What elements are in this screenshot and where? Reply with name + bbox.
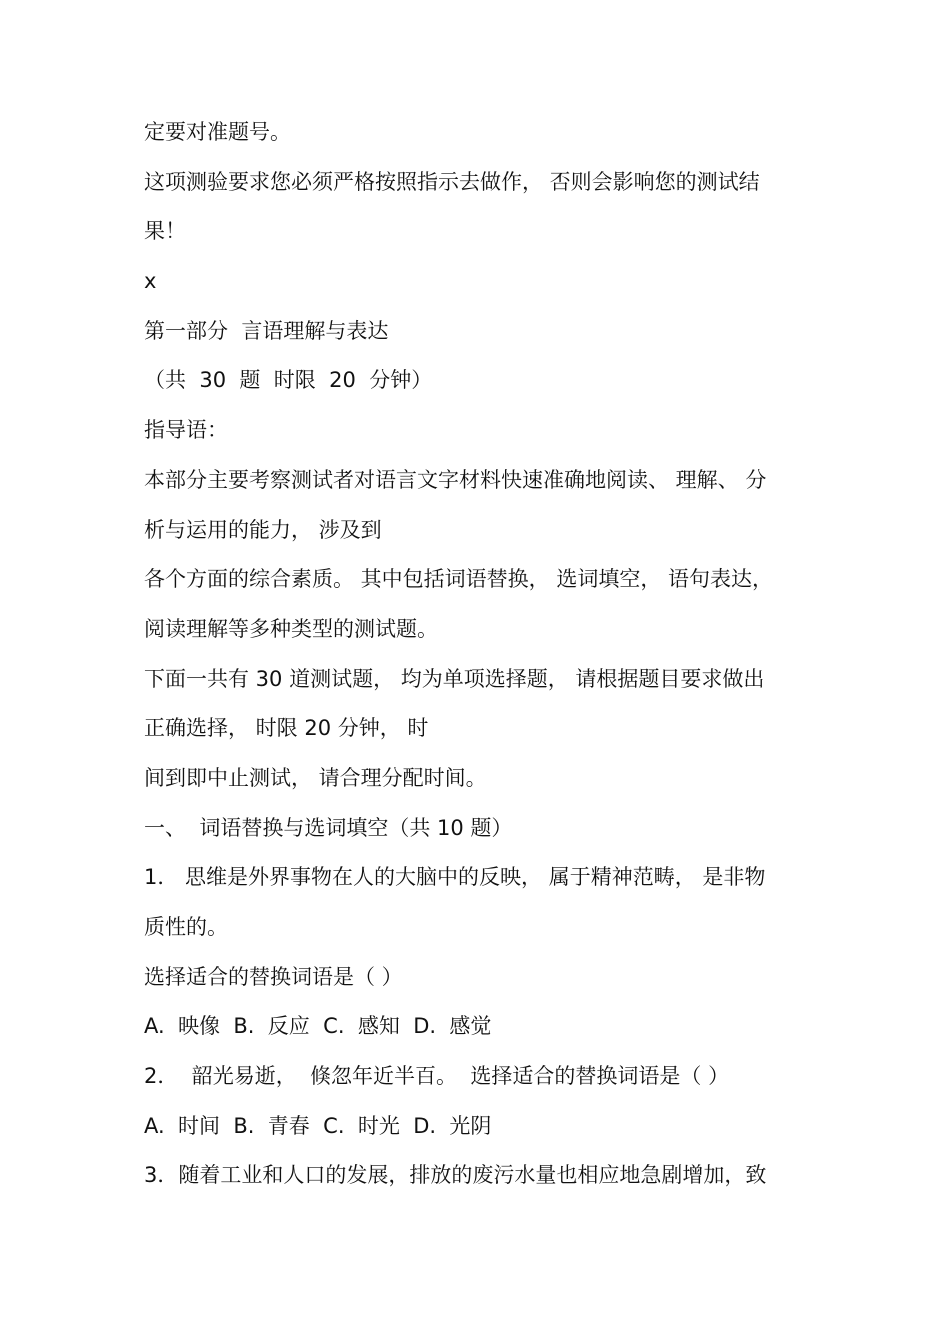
question-1-prompt: 选择适合的替换词语是（ ） bbox=[144, 964, 403, 989]
question-2-text: 2． 韶光易逝， 倏忽年近半百。 选择适合的替换词语是（ ） bbox=[144, 1064, 730, 1089]
text-line: 正确选择， 时限 20 分钟， 时 bbox=[144, 716, 429, 741]
text-line: 间到即中止测试， 请合理分配时间。 bbox=[144, 765, 487, 790]
text-line: 阅读理解等多种类型的测试题。 bbox=[144, 616, 438, 641]
question-1-options: A. 映像 B. 反应 C. 感知 D. 感觉 bbox=[144, 1014, 492, 1039]
text-line: 各个方面的综合素质。 其中包括词语替换， 选词填空， 语句表达， bbox=[144, 567, 774, 592]
text-line: 下面一共有 30 道测试题， 均为单项选择题， 请根据题目要求做出 bbox=[144, 666, 765, 691]
text-line: 本部分主要考察测试者对语言文字材料快速准确地阅读、 理解、 分 bbox=[144, 467, 767, 492]
question-3-text: 3．随着工业和人口的发展，排放的废污水量也相应地急剧增加，致 bbox=[144, 1163, 767, 1188]
section-title: 第一部分 言语理解与表达 bbox=[144, 318, 389, 343]
text-line: 定要对准题号。 bbox=[144, 120, 291, 144]
text-line: x bbox=[144, 269, 157, 294]
text-line: 析与运用的能力， 涉及到 bbox=[144, 517, 382, 542]
question-1-text: 质性的。 bbox=[144, 915, 228, 939]
document-body bbox=[144, 108, 824, 1201]
question-1-text: 1． 思维是外界事物在人的大脑中的反映， 属于精神范畴， 是非物 bbox=[144, 865, 766, 890]
section-subtitle: （共 30 题 时限 20 分钟） bbox=[144, 368, 433, 393]
text-line: 这项测验要求您必须严格按照指示去做作， 否则会影响您的测试结 bbox=[144, 169, 760, 194]
instructions-heading: 指导语： bbox=[144, 418, 228, 443]
text-line: 果！ bbox=[144, 219, 186, 244]
subsection-heading: 一、 词语替换与选词填空（共 10 题） bbox=[144, 815, 513, 840]
question-2-options: A. 时间 B. 青春 C. 时光 D. 光阴 bbox=[144, 1113, 492, 1138]
